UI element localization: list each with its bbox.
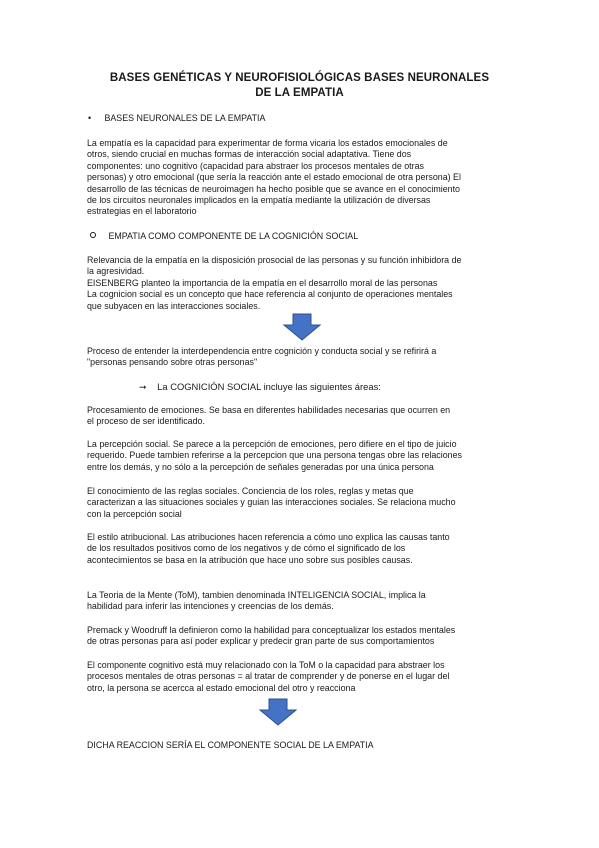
premack-woodruff-paragraph	[87, 625, 515, 648]
paragraph-line: La percepción social. Se parece a la percepción de emociones, pero difiere en el tipo de juicio	[87, 439, 457, 449]
relevance-paragraph	[87, 255, 515, 312]
paragraph-line: Proceso de entender la interdependencia entre cognición y conducta social y se refirirá a	[87, 346, 437, 356]
tom-definition-paragraph	[87, 590, 515, 613]
paragraph-line: que subyacen en las interacciones sociales.	[87, 300, 261, 311]
paragraph-line: EISENBERG planteo la importancia de la empatía en el desarrollo moral de las personas	[87, 277, 438, 288]
paragraph-line: requerido. Puede tambien referirse a la percepcion que una persona tengas obre las relaciones	[87, 450, 462, 461]
paragraph-line: de los resultados positivos como de los negativos y de cómo el significado de los	[87, 543, 406, 554]
section-bullet-neuronales	[88, 113, 513, 124]
bullet-label: BASES NEURONALES DE LA EMPATIA	[104, 113, 266, 123]
section-heading-cognicion	[90, 231, 515, 242]
paragraph-line: procesos mentales de otras personas = al tratar de comprender y de ponerse en el lugar del	[87, 671, 450, 682]
hollow-circle-bullet-icon	[90, 232, 96, 238]
paragraph-line: Relevancia de la empatía en la disposición prosocial de las personas y su función inhibidora de	[87, 255, 462, 265]
bullet-dot-icon: •	[88, 113, 92, 123]
paragraph-line: acontecimientos se basa en la atribución que hace uno sobre sus posibles causas.	[87, 554, 413, 565]
conclusion-text: DICHA REACCION SERÍA EL COMPONENTE SOCIAL DE LA EMPATIA	[87, 740, 374, 750]
paragraph-line: caracterizan a las situaciones sociales y guian las interacciones sociales. Se relaciona mucho	[87, 497, 456, 508]
paragraph-line: la agresividad.	[87, 266, 145, 277]
paragraph-line: El conocimiento de las reglas sociales. Conciencia de los roles, reglas y metas que	[87, 486, 414, 496]
paragraph-line: habilidad para inferir las intenciones y creencias de los demás.	[87, 601, 334, 612]
down-arrow-icon	[283, 313, 321, 341]
down-arrow-icon	[259, 698, 297, 726]
paragraph-line: La cognicion social es un concepto que hace referencia al conjunto de operaciones mentales	[87, 289, 453, 300]
cognicion-heading-text: La COGNICIÓN SOCIAL incluye las siguientes áreas:	[157, 381, 381, 392]
area-emotion-processing	[87, 405, 515, 428]
paragraph-line: personas) y otro emocional (que sería la reacción ante el estado emocional de otra persona) El	[87, 172, 461, 183]
title-line-2: DE LA EMPATIA	[255, 87, 344, 99]
document-title	[60, 71, 539, 101]
area-social-perception	[87, 439, 515, 473]
paragraph-line: de otras personas para así poder explicar y predecir gran parte de sus comportamientos	[87, 636, 435, 647]
paragraph-line: La Teoria de la Mente (ToM), tambien denominada INTELIGENCIA SOCIAL, implica la	[87, 590, 426, 600]
area-social-rules	[87, 486, 515, 520]
paragraph-line: con la percepción social	[87, 508, 182, 519]
right-arrow-icon: ➞	[139, 382, 147, 392]
paragraph-line: Procesamiento de emociones. Se basa en diferentes habilidades necesarias que ocurren en	[87, 405, 451, 415]
cognicion-areas-heading	[139, 381, 564, 393]
paragraph-line: El componente cognitivo está muy relacionado con la ToM o la capacidad para abstraer los	[87, 660, 445, 670]
paragraph-line: Premack y Woodruff la definieron como la habilidad para conceptualizar los estados mentales	[87, 625, 456, 635]
paragraph-line: de los circuitos neuronales implicados en la empatía mediante la utilización de diversas	[87, 195, 431, 206]
cognitive-component-paragraph	[87, 660, 515, 694]
paragraph-line: La empatía es la capacidad para experimentar de forma vicaria los estados emocionales de	[87, 138, 448, 148]
paragraph-line: otro, la persona se acercca al estado emocional del otro y reacciona	[87, 682, 356, 693]
paragraph-line: El estilo atribucional. Las atribuciones hacen referencia a cómo uno explica las causas tanto	[87, 532, 450, 542]
empathy-definition-paragraph	[87, 138, 515, 218]
paragraph-line: el proceso de ser identificado.	[87, 416, 205, 427]
paragraph-line: estrategias en el laboratorio	[87, 206, 197, 217]
paragraph-line: desarrollo de las técnicas de neuroimagen ha hecho posible que se avance en el conocimiento	[87, 183, 460, 194]
section-heading: EMPATIA COMO COMPONENTE DE LA COGNICIÓN SOCIAL	[108, 231, 359, 241]
interdependence-paragraph	[87, 346, 515, 369]
area-attributional-style	[87, 532, 515, 566]
paragraph-line: componentes: uno cognitivo (capacidad para abstraer los procesos mentales de otras	[87, 160, 424, 171]
paragraph-line: "personas pensando sobre otras personas"	[87, 357, 258, 368]
title-line-1: BASES GENÉTICAS Y NEUROFISIOLÓGICAS BASES NEURONALES	[109, 72, 490, 84]
paragraph-line: otros, siendo crucial en muchas formas de interacción social adaptativa. Tiene dos	[87, 149, 412, 160]
paragraph-line: entre los demás, y no sólo a la percepción de señales generadas por una única persona	[87, 461, 434, 472]
